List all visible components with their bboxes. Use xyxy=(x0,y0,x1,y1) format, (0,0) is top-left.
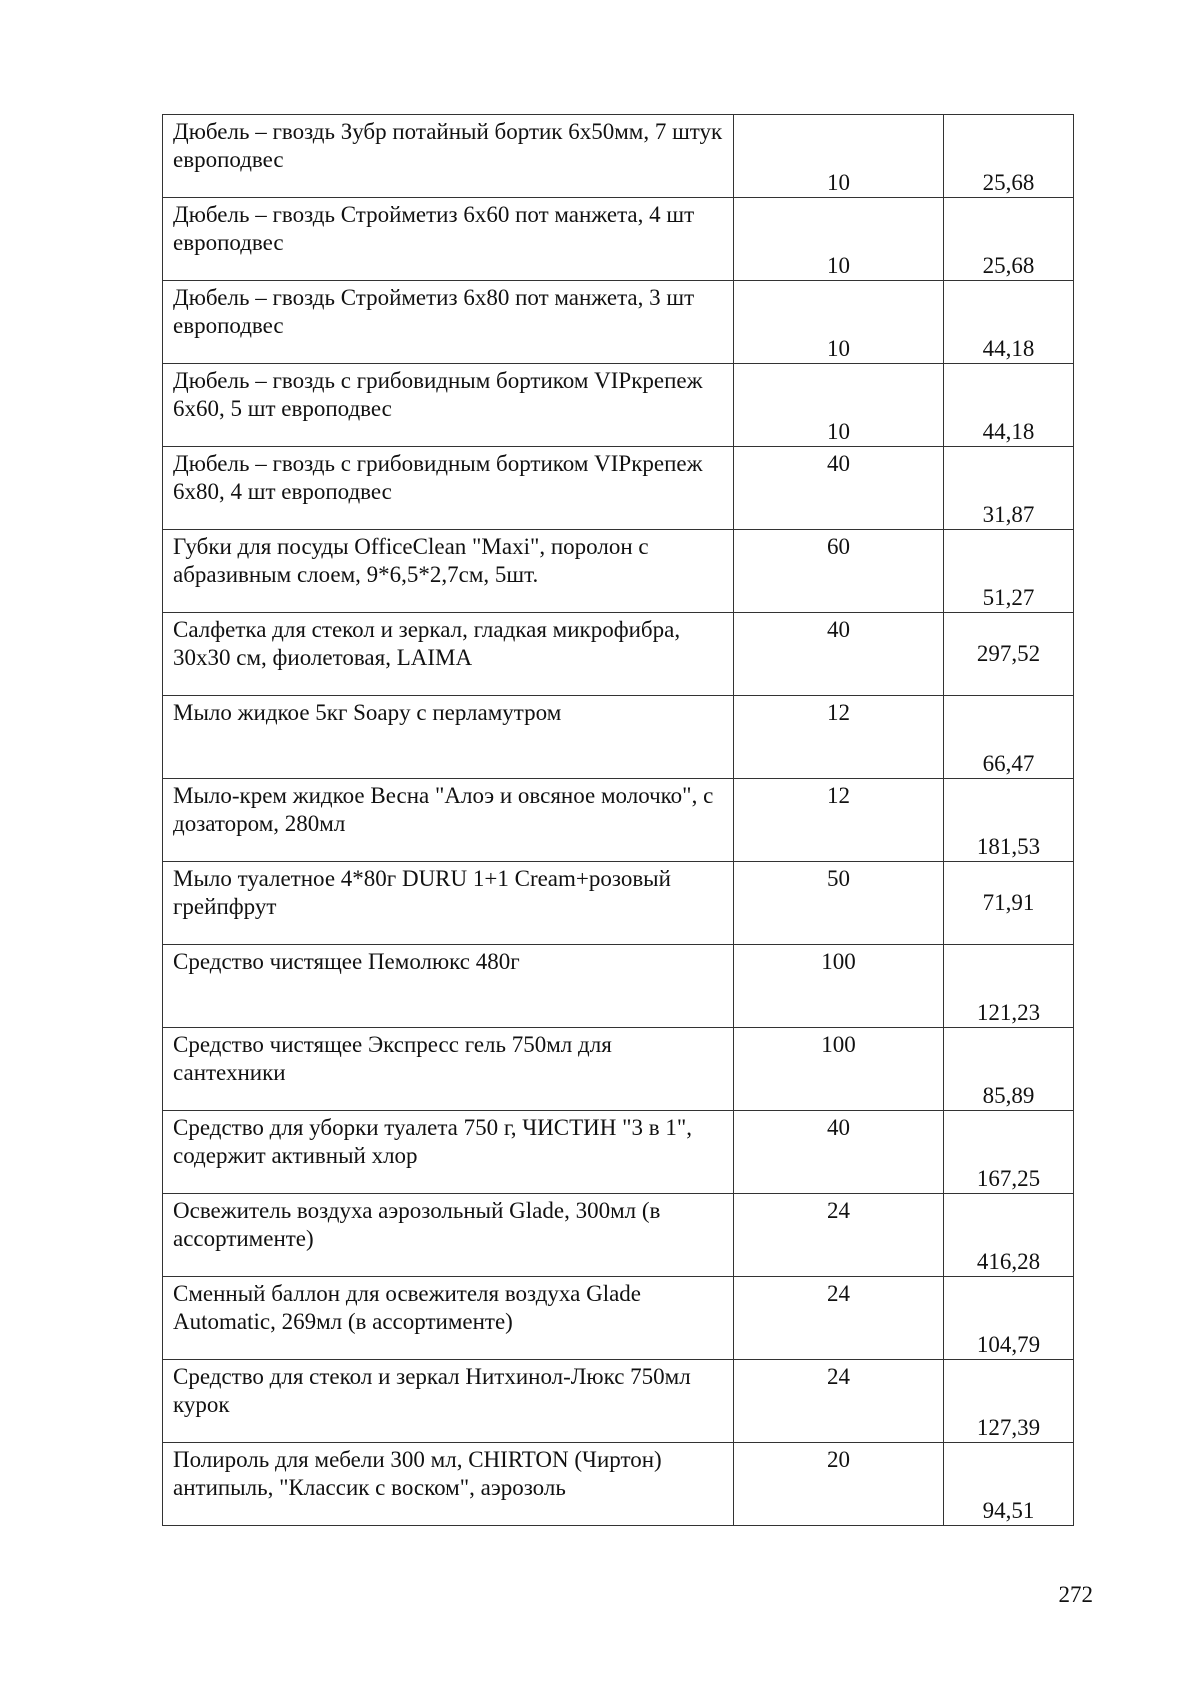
item-name-cell xyxy=(163,613,734,696)
item-qty-cell xyxy=(734,862,944,945)
item-price: 25,68 xyxy=(982,170,1035,195)
item-qty-cell xyxy=(734,198,944,281)
item-name: Дюбель – гвоздь Стройметиз 6х60 пот манжета, 4 шт европодвес xyxy=(173,202,695,255)
item-price: 85,89 xyxy=(982,1083,1035,1108)
item-price-cell xyxy=(944,198,1074,281)
item-price: 121,23 xyxy=(976,1000,1041,1025)
item-price: 44,18 xyxy=(982,336,1035,361)
item-qty: 40 xyxy=(827,451,850,476)
item-price-cell xyxy=(944,530,1074,613)
item-name-cell xyxy=(163,1277,734,1360)
table-row xyxy=(163,1443,1074,1526)
item-qty: 100 xyxy=(821,1032,856,1057)
item-price-cell xyxy=(944,447,1074,530)
item-name: Полироль для мебели 300 мл, CHIRTON (Чиртон) антипыль, "Классик с воском", аэрозоль xyxy=(173,1447,662,1500)
item-qty: 20 xyxy=(827,1447,850,1472)
item-qty: 50 xyxy=(827,866,850,891)
item-name: Средство чистящее Экспресс гель 750мл для сантехники xyxy=(173,1032,612,1085)
item-qty: 100 xyxy=(821,949,856,974)
item-price-cell xyxy=(944,364,1074,447)
item-qty: 12 xyxy=(827,700,850,725)
item-name-cell xyxy=(163,530,734,613)
item-name-cell xyxy=(163,862,734,945)
item-qty-cell xyxy=(734,1111,944,1194)
item-name: Салфетка для стекол и зеркал, гладкая микрофибра, 30х30 см, фиолетовая, LAIMA xyxy=(173,617,681,670)
item-qty: 12 xyxy=(827,783,850,808)
item-qty-cell xyxy=(734,945,944,1028)
item-name-cell xyxy=(163,198,734,281)
item-qty: 10 xyxy=(827,419,850,444)
item-price: 416,28 xyxy=(976,1249,1041,1274)
item-qty-cell xyxy=(734,447,944,530)
item-price: 104,79 xyxy=(976,1332,1041,1357)
item-price: 181,53 xyxy=(976,834,1041,859)
item-name: Освежитель воздуха аэрозольный Glade, 300мл (в ассортименте) xyxy=(173,1198,661,1251)
item-name: Мыло жидкое 5кг Soapy с перламутром xyxy=(173,700,562,725)
item-name: Дюбель – гвоздь с грибовидным бортиком VIPкрепеж 6х60, 5 шт европодвес xyxy=(173,368,703,421)
item-name-cell xyxy=(163,696,734,779)
item-price: 127,39 xyxy=(976,1415,1041,1440)
table-row xyxy=(163,862,1074,945)
item-qty: 24 xyxy=(827,1198,850,1223)
item-price: 31,87 xyxy=(982,502,1035,527)
item-price: 167,25 xyxy=(976,1166,1041,1191)
item-price: 44,18 xyxy=(982,419,1035,444)
item-qty-cell xyxy=(734,613,944,696)
item-price-cell xyxy=(944,1028,1074,1111)
item-qty-cell xyxy=(734,1360,944,1443)
item-price-cell xyxy=(944,281,1074,364)
item-qty-cell xyxy=(734,1443,944,1526)
item-qty: 60 xyxy=(827,534,850,559)
item-price: 71,91 xyxy=(982,890,1035,915)
item-name: Дюбель – гвоздь Зубр потайный бортик 6х50мм, 7 штук европодвес xyxy=(173,119,723,172)
table-row xyxy=(163,530,1074,613)
price-table xyxy=(162,114,1074,1526)
item-price-cell xyxy=(944,779,1074,862)
item-name-cell xyxy=(163,115,734,198)
item-qty: 10 xyxy=(827,336,850,361)
table-row xyxy=(163,1028,1074,1111)
table-row xyxy=(163,779,1074,862)
table-row xyxy=(163,1277,1074,1360)
table-row xyxy=(163,1111,1074,1194)
item-name: Дюбель – гвоздь Стройметиз 6х80 пот манжета, 3 шт европодвес xyxy=(173,285,695,338)
table-row xyxy=(163,945,1074,1028)
table-row xyxy=(163,613,1074,696)
item-qty-cell xyxy=(734,281,944,364)
item-price-cell xyxy=(944,1277,1074,1360)
item-name-cell xyxy=(163,447,734,530)
item-name-cell xyxy=(163,1111,734,1194)
table-row xyxy=(163,1194,1074,1277)
item-price-cell xyxy=(944,862,1074,945)
item-name: Губки для посуды OfficeClean "Maxi", поролон с абразивным слоем, 9*6,5*2,7см, 5шт. xyxy=(173,534,649,587)
item-name-cell xyxy=(163,1443,734,1526)
item-name: Мыло туалетное 4*80г DURU 1+1 Cream+розовый грейпфрут xyxy=(173,866,671,919)
page-number: 272 xyxy=(1058,1582,1093,1607)
item-name-cell xyxy=(163,1360,734,1443)
item-name-cell xyxy=(163,364,734,447)
item-name: Средство чистящее Пемолюкс 480г xyxy=(173,949,520,974)
item-qty-cell xyxy=(734,1277,944,1360)
item-qty-cell xyxy=(734,530,944,613)
item-price-cell xyxy=(944,696,1074,779)
item-qty: 24 xyxy=(827,1281,850,1306)
item-qty-cell xyxy=(734,1194,944,1277)
item-price: 297,52 xyxy=(976,641,1041,666)
item-price-cell xyxy=(944,1443,1074,1526)
item-qty-cell xyxy=(734,779,944,862)
item-price-cell xyxy=(944,945,1074,1028)
item-qty-cell xyxy=(734,364,944,447)
item-name: Сменный баллон для освежителя воздуха Glade Automatic, 269мл (в ассортименте) xyxy=(173,1281,641,1334)
item-price-cell xyxy=(944,1111,1074,1194)
table-row xyxy=(163,1360,1074,1443)
item-name-cell xyxy=(163,1194,734,1277)
item-price: 51,27 xyxy=(982,585,1035,610)
item-name-cell xyxy=(163,779,734,862)
item-name: Мыло-крем жидкое Весна "Алоэ и овсяное молочко", с дозатором, 280мл xyxy=(173,783,714,836)
item-qty: 40 xyxy=(827,617,850,642)
item-price: 66,47 xyxy=(982,751,1035,776)
item-name-cell xyxy=(163,1028,734,1111)
item-name: Средство для стекол и зеркал Нитхинол-Люкс 750мл курок xyxy=(173,1364,691,1417)
table-row xyxy=(163,115,1074,198)
price-table-body xyxy=(163,115,1074,1526)
table-row xyxy=(163,281,1074,364)
item-qty-cell xyxy=(734,115,944,198)
table-row xyxy=(163,364,1074,447)
item-price-cell xyxy=(944,115,1074,198)
table-row xyxy=(163,198,1074,281)
item-price-cell xyxy=(944,1360,1074,1443)
item-qty-cell xyxy=(734,1028,944,1111)
item-qty: 10 xyxy=(827,253,850,278)
item-qty: 10 xyxy=(827,170,850,195)
item-price: 94,51 xyxy=(982,1498,1035,1523)
table-row xyxy=(163,696,1074,779)
item-qty: 40 xyxy=(827,1115,850,1140)
item-name: Дюбель – гвоздь с грибовидным бортиком VIPкрепеж 6х80, 4 шт европодвес xyxy=(173,451,703,504)
item-price-cell xyxy=(944,613,1074,696)
item-qty-cell xyxy=(734,696,944,779)
item-name: Средство для уборки туалета 750 г, ЧИСТИН "3 в 1", содержит активный хлор xyxy=(173,1115,693,1168)
item-name-cell xyxy=(163,281,734,364)
item-price-cell xyxy=(944,1194,1074,1277)
table-row xyxy=(163,447,1074,530)
item-qty: 24 xyxy=(827,1364,850,1389)
item-name-cell xyxy=(163,945,734,1028)
item-price: 25,68 xyxy=(982,253,1035,278)
